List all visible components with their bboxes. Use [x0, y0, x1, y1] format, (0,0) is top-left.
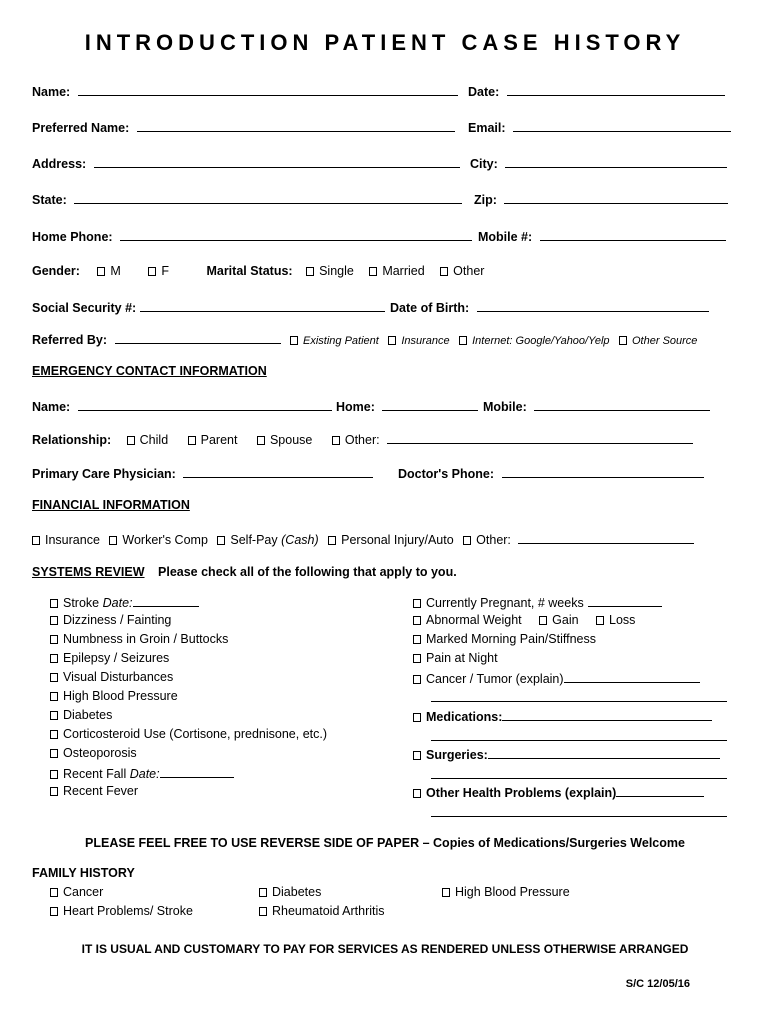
- name-row: [32, 83, 458, 99]
- diabetes-label: Diabetes: [63, 708, 113, 722]
- family-diabetes-label: Diabetes: [272, 885, 322, 899]
- symptom-surgeries: [413, 746, 720, 762]
- medications-line2[interactable]: [431, 740, 727, 741]
- existing-patient-checkbox[interactable]: [290, 336, 298, 345]
- systems-heading: SYSTEMS REVIEW: [32, 565, 145, 579]
- numbness-label: Numbness in Groin / Buttocks: [63, 632, 229, 646]
- state-row: [32, 191, 462, 207]
- state-label: State:: [32, 193, 67, 207]
- family-blood-pressure-label: High Blood Pressure: [455, 885, 570, 899]
- mobile-field[interactable]: [540, 228, 726, 241]
- cancer-explain-field[interactable]: [564, 670, 700, 683]
- internet-label: Internet: Google/Yahoo/Yelp: [472, 335, 610, 347]
- form-code: S/C 12/05/16: [625, 978, 690, 990]
- osteoporosis-checkbox[interactable]: [50, 749, 58, 758]
- personal-injury-label: Personal Injury/Auto: [341, 533, 454, 547]
- single-checkbox[interactable]: [306, 267, 314, 276]
- morning-pain-checkbox[interactable]: [413, 635, 421, 644]
- family-cancer-checkbox[interactable]: [50, 888, 58, 897]
- recent-fever-label: Recent Fever: [63, 784, 139, 798]
- family-cancer-label: Cancer: [63, 885, 104, 899]
- gender-m-checkbox[interactable]: [97, 267, 105, 276]
- married-label: Married: [382, 264, 425, 278]
- emergency-home-row: [336, 398, 478, 414]
- zip-label: Zip:: [474, 193, 497, 207]
- emergency-name-label: Name:: [32, 400, 71, 414]
- relationship-label: Relationship:: [32, 433, 112, 447]
- gender-f-label: F: [161, 264, 169, 278]
- symptom-pregnant: [413, 594, 662, 610]
- symptom-recent-fever: [50, 784, 138, 798]
- dizziness-label: Dizziness / Fainting: [63, 613, 172, 627]
- family-history-heading-row: [32, 866, 135, 880]
- numbness-checkbox[interactable]: [50, 635, 58, 644]
- name-field[interactable]: [78, 83, 458, 96]
- name-label: Name:: [32, 85, 71, 99]
- workers-comp-checkbox[interactable]: [109, 536, 117, 545]
- symptom-blood-pressure: [50, 689, 178, 703]
- dob-field[interactable]: [477, 299, 709, 312]
- surgeries-field[interactable]: [488, 746, 720, 759]
- mobile-row: [478, 228, 726, 244]
- insurance-ref-checkbox[interactable]: [388, 336, 396, 345]
- emergency-mobile-row: [483, 398, 710, 414]
- emergency-home-field[interactable]: [382, 398, 478, 411]
- date-row: [468, 83, 725, 99]
- child-checkbox[interactable]: [127, 436, 135, 445]
- insurance-checkbox[interactable]: [32, 536, 40, 545]
- referred-by-label: Referred By:: [32, 333, 108, 347]
- symptom-pain-night: [413, 651, 498, 665]
- gender-marital-row: [32, 264, 496, 278]
- child-label: Child: [139, 433, 169, 447]
- systems-header-row: [32, 565, 457, 579]
- cancer-checkbox[interactable]: [413, 675, 421, 684]
- pcp-field[interactable]: [183, 465, 373, 478]
- personal-injury-checkbox[interactable]: [328, 536, 336, 545]
- medications-label: Medications:: [426, 710, 503, 724]
- cancer-explain-line2[interactable]: [431, 701, 727, 702]
- financial-other-label: Other:: [476, 533, 511, 547]
- symptom-morning-pain: [413, 632, 596, 646]
- other-health-checkbox[interactable]: [413, 789, 421, 798]
- home-phone-row: [32, 228, 472, 244]
- symptom-cancer: [413, 670, 700, 686]
- surgeries-label: Surgeries:: [426, 748, 488, 762]
- doctor-phone-label: Doctor's Phone:: [398, 467, 495, 481]
- cancer-label: Cancer / Tumor (explain): [426, 672, 564, 686]
- visual-label: Visual Disturbances: [63, 670, 174, 684]
- preferred-name-row: [32, 119, 455, 135]
- medications-field[interactable]: [502, 708, 712, 721]
- parent-label: Parent: [200, 433, 238, 447]
- family-heart-checkbox[interactable]: [50, 907, 58, 916]
- gain-checkbox[interactable]: [539, 616, 547, 625]
- emergency-mobile-field[interactable]: [534, 398, 710, 411]
- married-checkbox[interactable]: [369, 267, 377, 276]
- abnormal-weight-checkbox[interactable]: [413, 616, 421, 625]
- city-row: [470, 155, 727, 171]
- symptom-stroke: [50, 594, 199, 610]
- family-heart: [50, 904, 193, 918]
- zip-field[interactable]: [504, 191, 728, 204]
- insurance-label: Insurance: [45, 533, 100, 547]
- osteoporosis-label: Osteoporosis: [63, 746, 137, 760]
- home-phone-label: Home Phone:: [32, 230, 113, 244]
- financial-other-checkbox[interactable]: [463, 536, 471, 545]
- recent-fall-label: Recent Fall: [63, 767, 127, 781]
- emergency-heading: EMERGENCY CONTACT INFORMATION: [32, 364, 267, 378]
- blood-pressure-label: High Blood Pressure: [63, 689, 178, 703]
- pregnant-checkbox[interactable]: [413, 599, 421, 608]
- existing-patient-label: Existing Patient: [303, 335, 379, 347]
- stroke-checkbox[interactable]: [50, 599, 58, 608]
- internet-checkbox[interactable]: [459, 336, 467, 345]
- corticosteroid-checkbox[interactable]: [50, 730, 58, 739]
- zip-row: [474, 191, 728, 207]
- workers-comp-label: Worker's Comp: [122, 533, 208, 547]
- financial-heading: FINANCIAL INFORMATION: [32, 498, 190, 512]
- city-label: City:: [470, 157, 498, 171]
- symptom-osteoporosis: [50, 746, 137, 760]
- diabetes-checkbox[interactable]: [50, 711, 58, 720]
- gender-m-label: M: [110, 264, 121, 278]
- recent-fall-checkbox[interactable]: [50, 770, 58, 779]
- corticosteroid-label: Corticosteroid Use (Cortisone, prednisone, etc.): [63, 727, 328, 741]
- symptom-dizziness: [50, 613, 171, 627]
- blood-pressure-checkbox[interactable]: [50, 692, 58, 701]
- spouse-checkbox[interactable]: [257, 436, 265, 445]
- referred-by-field[interactable]: [115, 331, 281, 344]
- state-field[interactable]: [74, 191, 462, 204]
- family-history-heading: FAMILY HISTORY: [32, 866, 135, 880]
- symptom-abnormal-weight: [413, 613, 635, 627]
- epilepsy-checkbox[interactable]: [50, 654, 58, 663]
- address-row: [32, 155, 460, 171]
- dob-row: [390, 299, 709, 315]
- symptom-visual: [50, 670, 173, 684]
- spouse-label: Spouse: [269, 433, 313, 447]
- date-label: Date:: [468, 85, 500, 99]
- gain-label: Gain: [552, 613, 579, 627]
- marital-status-label: Marital Status:: [206, 264, 293, 278]
- symptom-diabetes: [50, 708, 112, 722]
- surgeries-checkbox[interactable]: [413, 751, 421, 760]
- symptom-epilepsy: [50, 651, 169, 665]
- doctor-phone-field[interactable]: [502, 465, 704, 478]
- emergency-mobile-label: Mobile:: [483, 400, 527, 414]
- ssn-label: Social Security #:: [32, 301, 137, 315]
- loss-checkbox[interactable]: [596, 616, 604, 625]
- insurance-ref-label: Insurance: [401, 335, 450, 347]
- stroke-date-field[interactable]: [133, 594, 199, 607]
- other-source-checkbox[interactable]: [619, 336, 627, 345]
- parent-checkbox[interactable]: [188, 436, 196, 445]
- family-diabetes-checkbox[interactable]: [259, 888, 267, 897]
- payment-note: IT IS USUAL AND CUSTOMARY TO PAY FOR SERVICES AS RENDERED UNLESS OTHERWISE ARRANGED: [81, 942, 689, 956]
- cash-label: (Cash): [281, 533, 319, 547]
- pain-night-label: Pain at Night: [426, 651, 498, 665]
- symptom-corticosteroid: [50, 727, 327, 741]
- single-label: Single: [319, 264, 354, 278]
- other-source-label: Other Source: [632, 335, 698, 347]
- symptom-other-health: [413, 784, 704, 800]
- family-cancer: [50, 885, 103, 899]
- preferred-name-label: Preferred Name:: [32, 121, 130, 135]
- city-field[interactable]: [505, 155, 727, 168]
- recent-fever-checkbox[interactable]: [50, 787, 58, 796]
- financial-row: [32, 531, 694, 547]
- email-field[interactable]: [513, 119, 731, 132]
- pcp-row: [32, 465, 373, 481]
- email-label: Email:: [468, 121, 506, 135]
- symptom-numbness: [50, 632, 228, 646]
- family-arthritis: [259, 904, 385, 918]
- stroke-label: Stroke: [63, 596, 100, 610]
- home-phone-field[interactable]: [120, 228, 472, 241]
- self-pay-label: Self-Pay: [230, 533, 278, 547]
- relationship-row: [32, 431, 693, 447]
- dob-label: Date of Birth:: [390, 301, 470, 315]
- doctor-phone-row: [398, 465, 704, 481]
- gender-label: Gender:: [32, 264, 80, 278]
- relationship-other-checkbox[interactable]: [332, 436, 340, 445]
- fall-date-field[interactable]: [160, 765, 234, 778]
- gender-f-checkbox[interactable]: [148, 267, 156, 276]
- fall-date-label: Date:: [129, 767, 160, 781]
- pregnant-weeks-field[interactable]: [588, 594, 662, 607]
- morning-pain-label: Marked Morning Pain/Stiffness: [426, 632, 596, 646]
- ssn-field[interactable]: [140, 299, 385, 312]
- reverse-side-note: PLEASE FEEL FREE TO USE REVERSE SIDE OF PAPER – Copies of Medications/Surgeries Welcome: [85, 836, 685, 850]
- address-label: Address:: [32, 157, 87, 171]
- emergency-name-row: [32, 398, 332, 414]
- stroke-date-label: Date:: [102, 596, 133, 610]
- family-blood-pressure-checkbox[interactable]: [442, 888, 450, 897]
- family-blood-pressure: [442, 885, 570, 899]
- marital-other-label: Other: [453, 264, 485, 278]
- self-pay-checkbox[interactable]: [217, 536, 225, 545]
- relationship-other-field[interactable]: [387, 431, 693, 444]
- mobile-label: Mobile #:: [478, 230, 533, 244]
- financial-other-field[interactable]: [518, 531, 694, 544]
- visual-checkbox[interactable]: [50, 673, 58, 682]
- emergency-name-field[interactable]: [78, 398, 332, 411]
- loss-label: Loss: [609, 613, 636, 627]
- form-title: INTRODUCTION PATIENT CASE HISTORY: [84, 30, 686, 55]
- pain-night-checkbox[interactable]: [413, 654, 421, 663]
- ssn-row: [32, 299, 385, 315]
- email-row: [468, 119, 731, 135]
- address-field[interactable]: [94, 155, 460, 168]
- other-health-label: Other Health Problems (explain): [426, 786, 617, 800]
- systems-instruction: Please check all of the following that apply to you.: [158, 565, 457, 579]
- referred-by-row: [32, 331, 697, 347]
- family-arthritis-checkbox[interactable]: [259, 907, 267, 916]
- abnormal-weight-label: Abnormal Weight: [426, 613, 522, 627]
- preferred-name-field[interactable]: [137, 119, 455, 132]
- medications-checkbox[interactable]: [413, 713, 421, 722]
- surgeries-line2[interactable]: [431, 778, 727, 779]
- date-field[interactable]: [507, 83, 725, 96]
- marital-other-checkbox[interactable]: [440, 267, 448, 276]
- family-heart-label: Heart Problems/ Stroke: [63, 904, 193, 918]
- symptom-medications: [413, 708, 712, 724]
- other-health-field[interactable]: [616, 784, 704, 797]
- emergency-home-label: Home:: [336, 400, 375, 414]
- epilepsy-label: Epilepsy / Seizures: [63, 651, 170, 665]
- pcp-label: Primary Care Physician:: [32, 467, 176, 481]
- other-health-line2[interactable]: [431, 816, 727, 817]
- family-arthritis-label: Rheumatoid Arthritis: [272, 904, 385, 918]
- relationship-other-label: Other:: [344, 433, 380, 447]
- pregnant-label: Currently Pregnant, # weeks: [426, 596, 584, 610]
- dizziness-checkbox[interactable]: [50, 616, 58, 625]
- symptom-recent-fall: [50, 765, 234, 781]
- family-diabetes: [259, 885, 321, 899]
